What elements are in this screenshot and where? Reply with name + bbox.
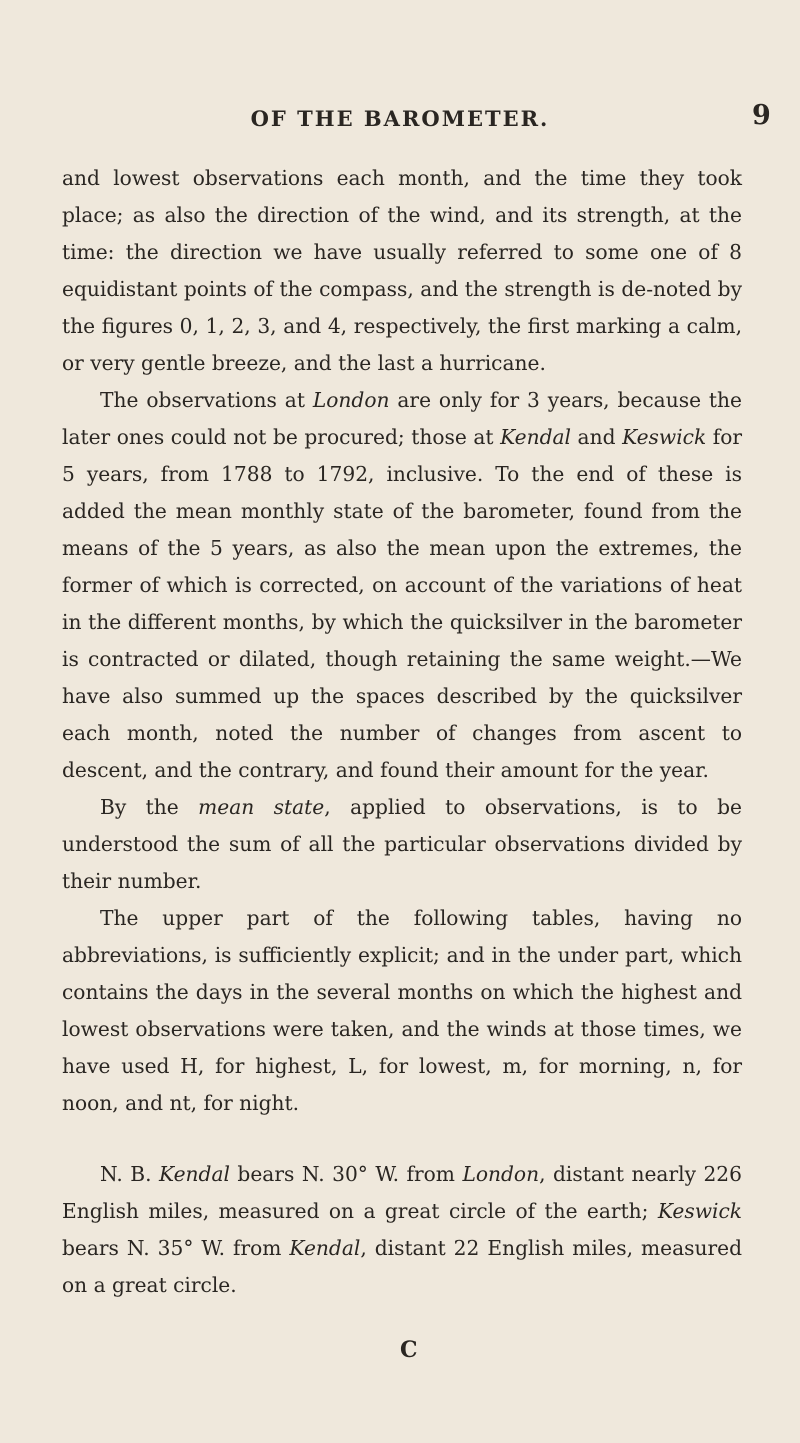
p2-text-d: for 5 years, from 1788 to 1792, inclusive. To the end of these is added the mean monthly state of the barometer, found from the means of the 5 years, as also the mean upon the extremes, the former of which is corrected, on account of the variations of heat in the different months, by which the quicksilver in the barometer is contracted or dilated, though retaining the same weight.—We have also summed up the spaces described by the quicksilver each month, noted the number of changes from ascent to descent, and the contrary, and found their amount for the year. [62,425,743,782]
paragraph-1: and lowest observations each month, and the time they took place; as also the direction of the wind, and its strength, at the time: the direction we have usually referred to some one of 8 equidistant points of the compass, and the strength is de-noted by the figures 0, 1, 2, 3, and 4, respectively, the first marking a calm, or very gentle breeze, and the last a hurricane. [62,166,742,375]
p3-text-b: , applied to observations, is to be understood the sum of all the particular observations divided by their number. [62,795,742,893]
note-text-d: bears N. 35° W. from [62,1236,290,1260]
note-text-c: , distant nearly 226 English miles, measured on a great circle of the earth; [62,1162,742,1223]
note-place-keswick: Keswick [657,1199,742,1223]
paragraph-2 [62,382,742,789]
page-number: 9 [752,100,771,131]
note-text-b: bears N. 30° W. from [229,1162,463,1186]
note-place-london: London [462,1162,540,1186]
place-keswick: Keswick [622,425,707,449]
p3-text-a: By the [100,795,199,819]
paragraph-4: The upper part of the following tables, having no abbreviations, is sufficiently explicit; and in the under part, which contains the days in the several months on which the highest and lowest observations were taken, and the winds at those times, we have used H, for highest, L, for lowest, m, for morning, n, for noon, and nt, for night. [62,906,742,1115]
term-mean-state: mean state [198,795,325,819]
signature-mark: C [400,1337,418,1363]
p2-text-a: The observations at [100,388,313,412]
place-kendal: Kendal [500,425,571,449]
note-text-a: N. B. [100,1162,160,1186]
p2-text-b: are only for 3 years, because the later ones could not be procured; those at [62,388,742,449]
body-text [62,160,742,1304]
p2-text-c: and [571,425,623,449]
note-place-kendal-2: Kendal [289,1236,361,1260]
paragraph-3 [62,789,742,900]
place-london: London [312,388,390,412]
nota-bene-note [62,1156,742,1304]
note-text-e: , distant 22 English miles, measured on a great circle. [62,1236,742,1297]
note-place-kendal: Kendal [159,1162,230,1186]
running-head: OF THE BAROMETER. [250,106,550,131]
